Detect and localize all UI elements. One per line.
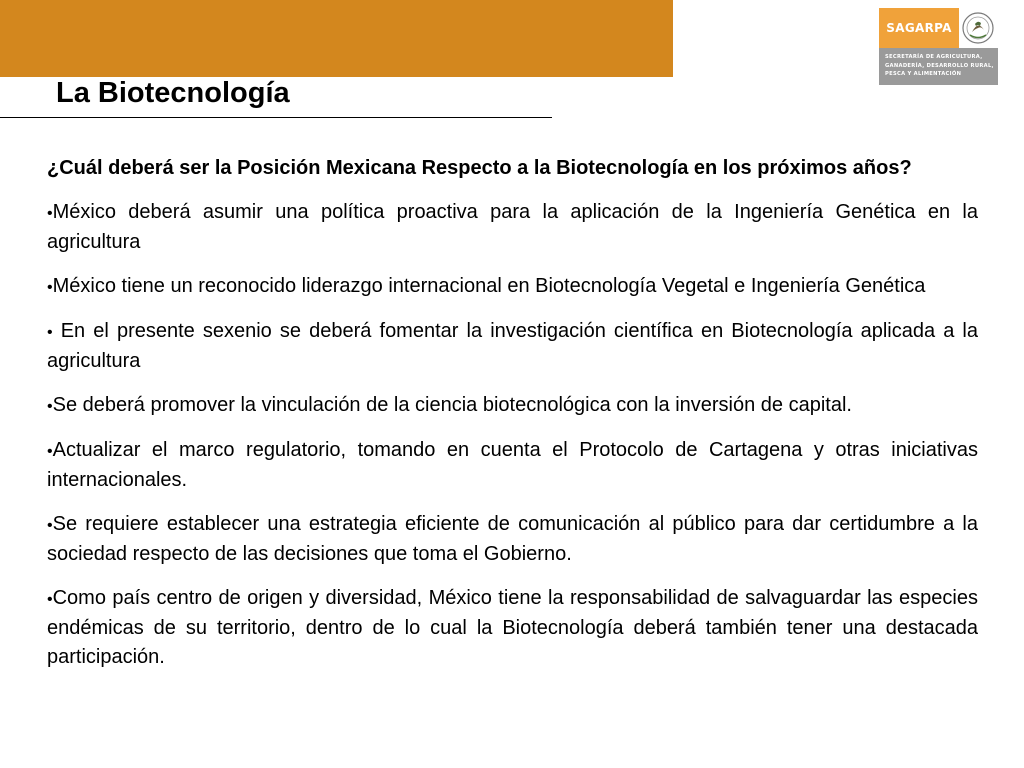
title-underline [0,117,552,118]
logo-top-panel [879,8,998,48]
bullet-item [47,198,978,257]
logo-subtitle-line: PESCA Y ALIMENTACIÓN [885,71,962,77]
bullet-text: Se deberá promover la vinculación de la ciencia biotecnológica con la inversión de capital. [52,394,852,416]
page-title: La Biotecnología [56,77,290,109]
bullet-text: México tiene un reconocido liderazgo internacional en Biotecnología Vegetal e Ingeniería Genética [52,275,926,297]
bullet-icon: • [47,398,53,415]
bullet-text: Como país centro de origen y diversidad, México tiene la responsabilidad de salvaguardar las especies endémicas de su territorio, dentro de lo cual la Biotecnología deberá también tener una destacada participación. [47,587,978,668]
bullet-text: México deberá asumir una política proactiva para la aplicación de la Ingeniería Genética en la agricultura [47,201,978,253]
bullet-item [47,436,978,495]
bullet-item [47,391,978,421]
bullet-icon: • [47,443,53,460]
bullet-item [47,317,978,376]
bullet-text: Se requiere establecer una estrategia eficiente de comunicación al público para dar certidumbre a la sociedad respecto de las decisiones que toma el Gobierno. [47,513,978,565]
bullet-icon: • [47,279,53,296]
mexican-coat-of-arms-icon [961,10,995,46]
bullet-icon: • [47,205,53,222]
logo-subtitle-line: GANADERÍA, DESARROLLO RURAL, [885,62,994,69]
bullet-text: Actualizar el marco regulatorio, tomando en cuenta el Protocolo de Cartagena y otras iniciativas internacionales. [47,439,978,491]
bullet-text: En el presente sexenio se deberá fomentar la investigación científica en Biotecnología aplicada a la agricultura [47,320,978,372]
sagarpa-logo [879,8,998,85]
logo-subtitle-line: SECRETARÍA DE AGRICULTURA, [885,54,983,60]
bullet-item [47,584,978,672]
bullet-item [47,272,978,302]
bullet-item [47,510,978,569]
lead-question: ¿Cuál deberá ser la Posición Mexicana Respecto a la Biotecnología en los próximos años? [47,157,912,179]
bullet-icon: • [47,517,53,534]
bullet-icon: • [47,324,53,341]
logo-brand-text: SAGARPA [879,8,959,48]
header-accent-band [0,0,673,77]
logo-subtitle [885,53,995,79]
bullet-icon: • [47,591,53,608]
slide-body [47,154,978,687]
